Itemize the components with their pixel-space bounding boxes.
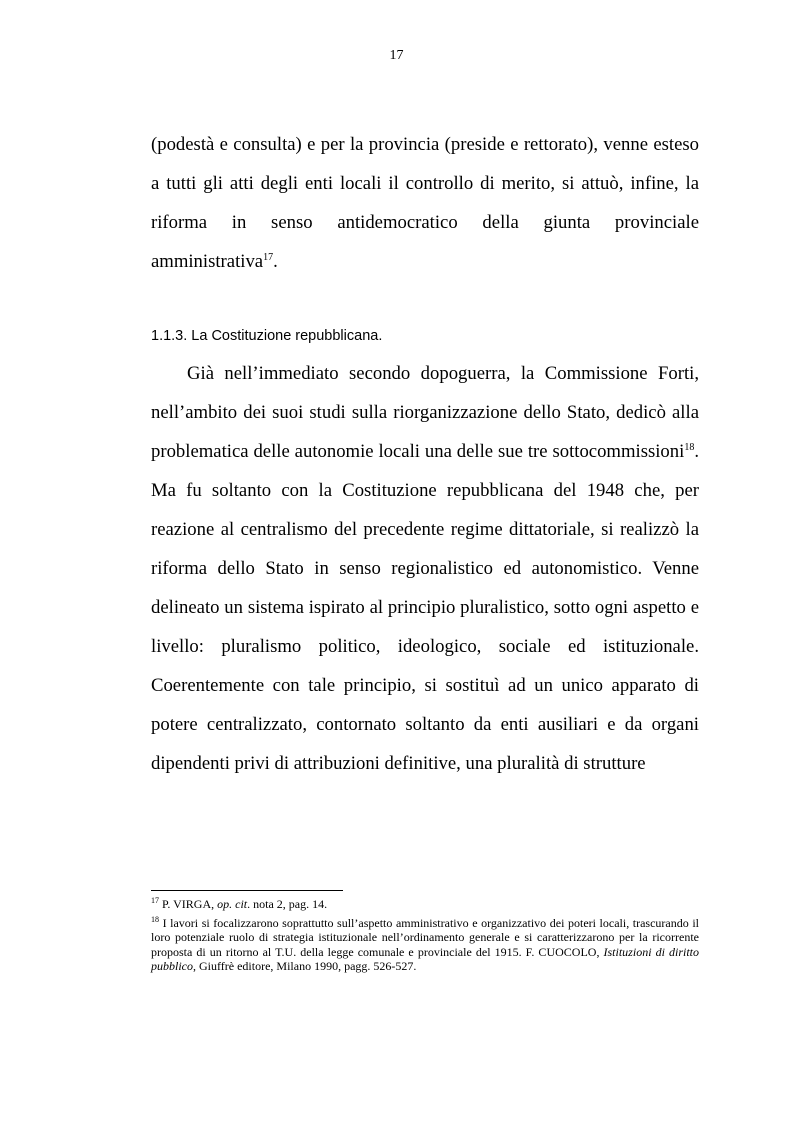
body-paragraph xyxy=(151,354,699,783)
footnote-18 xyxy=(151,916,699,974)
footnote-17 xyxy=(151,897,699,912)
page-number: 17 xyxy=(389,48,404,63)
footnote-text: P. VIRGA, xyxy=(159,897,218,911)
paragraph-text: (podestà e consulta) e per la provincia (preside e rettorato), venne esteso a tutti gli atti degli enti locali il controllo di merito, si attuò, infine, la riforma in senso antidemocratico della giunta provinciale amministrativa xyxy=(151,134,699,272)
footnote-italic-text: op. cit xyxy=(217,897,248,911)
body-paragraph-continued xyxy=(151,125,699,281)
footnote-separator xyxy=(151,890,343,891)
footnote-text: , Giuffrè editore, Milano 1990, pagg. 526-527. xyxy=(193,959,417,973)
footnote-text: . nota 2, pag. 14. xyxy=(247,897,328,911)
footnotes xyxy=(151,897,699,978)
section-heading: 1.1.3. La Costituzione repubblicana. xyxy=(151,328,383,344)
footnote-number: 17 xyxy=(151,896,159,905)
footnote-text: I lavori si focalizzarono soprattutto sull’aspetto amministrativo e organizzativo dei poteri locali, trascurando il loro potenziale ruolo di strategia istituzionale nell’ordinamento generale e si caratterizzarono per la ricorrente proposta di un ritorno al T.U. della legge comunale e provinciale del 1915. F. CUOCOLO, xyxy=(151,915,699,959)
footnote-italic-text: Istituzioni di diritto pubblico xyxy=(151,944,699,973)
footnote-reference[interactable]: 17 xyxy=(263,251,274,263)
footnote-number: 18 xyxy=(151,914,159,924)
footnote-reference[interactable]: 18 xyxy=(684,441,695,453)
paragraph-text-before-note: Già nell’immediato secondo dopoguerra, la Commissione Forti, nell’ambito dei suoi studi sulla riorganizzazione dello Stato, dedicò alla problematica delle autonomie locali una delle sue tre sottocommissioni xyxy=(151,363,699,462)
paragraph-tail: . xyxy=(273,251,278,272)
paragraph-text-after-note: . Ma fu soltanto con la Costituzione repubblicana del 1948 che, per reazione al centralismo del precedente regime dittatoriale, si realizzò la riforma dello Stato in senso regionalistico ed autonomistico. Venne delineato un sistema ispirato al principio pluralistico, sotto ogni aspetto e livello: pluralismo politico, ideologico, sociale ed istituzionale. Coerentemente con tale principio, si sostituì ad un unico apparato di potere centralizzato, contornato soltanto da enti ausiliari e da organi dipendenti privi di attribuzioni definitive, una pluralità di strutture xyxy=(151,441,699,774)
